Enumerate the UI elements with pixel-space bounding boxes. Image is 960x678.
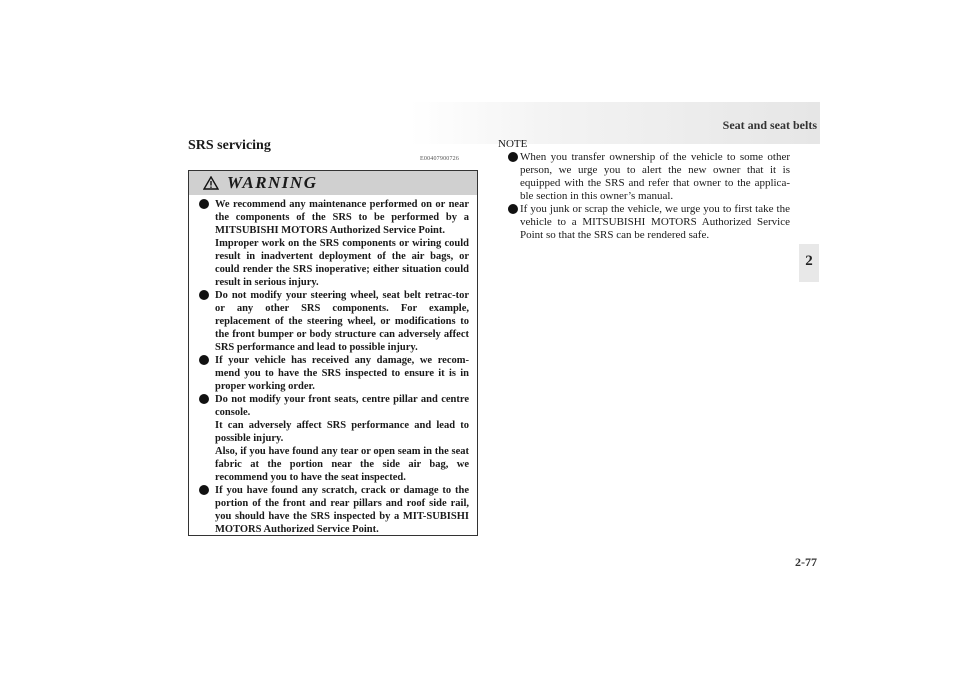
warning-paragraph: Also, if you have found any tear or open seam in the seat fabric at the portion near the side air bag, we recommend you to have the seat inspected. (215, 446, 469, 483)
bullet-icon (199, 290, 209, 300)
warning-item (197, 393, 469, 484)
page-number: 2-77 (795, 555, 817, 569)
warning-item (197, 198, 469, 289)
warning-paragraph: Do not modify your steering wheel, seat belt retrac-tor or any other SRS components. For example, replacement of the steering wheel, or modifications to the front bumper or body structure can adversely affect SRS performance and lead to possible injury. (215, 290, 469, 353)
warning-paragraph: It can adversely affect SRS performance and lead to possible injury. (215, 420, 469, 444)
warning-paragraph: Improper work on the SRS components or wiring could result in inadvertent deployment of the air bags, or could render the SRS inoperative; either situation could result in serious injury. (215, 238, 469, 288)
bullet-icon (199, 355, 209, 365)
warning-triangle-icon (203, 176, 219, 190)
warning-list (189, 195, 477, 536)
warning-label: WARNING (227, 173, 318, 192)
bullet-icon (199, 199, 209, 209)
warning-header (189, 171, 477, 195)
warning-paragraph: If your vehicle has received any damage, we recom-mend you to have the SRS inspected to ensure it is in proper working order. (215, 355, 469, 392)
note-label: NOTE (498, 138, 528, 150)
bullet-icon (508, 204, 518, 214)
bullet-icon (199, 485, 209, 495)
warning-item (197, 289, 469, 354)
note-list (498, 151, 790, 242)
chapter-number: 2 (805, 253, 813, 269)
section-title: SRS servicing (188, 138, 271, 153)
section-code: E00407900726 (420, 156, 460, 162)
note-block (498, 138, 790, 242)
bullet-icon (199, 394, 209, 404)
note-text: When you transfer ownership of the vehicle to some other person, we urge you to alert the new owner that it is equipped with the SRS and refer that owner to the applica-ble section in this owner’s manual. (520, 151, 790, 202)
warning-box (188, 170, 478, 536)
warning-paragraph: We recommend any maintenance performed on or near the components of the SRS to be performed by a MITSUBISHI MOTORS Authorized Service Point. (215, 199, 469, 236)
warning-paragraph: If you have found any scratch, crack or damage to the portion of the front and rear pillars and roof side rail, you should have the SRS inspected by a MIT-SUBISHI MOTORS Authorized Service Point. (215, 485, 469, 535)
note-item (508, 151, 790, 203)
note-item (508, 203, 790, 242)
warning-paragraph: Do not modify your front seats, centre pillar and centre console. (215, 394, 469, 418)
note-text: If you junk or scrap the vehicle, we urge you to first take the vehicle to a MITSUBISHI MOTORS Authorized Service Point so that the SRS can be rendered safe. (520, 203, 790, 241)
warning-item (197, 354, 469, 393)
bullet-icon (508, 152, 518, 162)
running-header-title: Seat and seat belts (722, 118, 817, 132)
warning-item (197, 484, 469, 536)
